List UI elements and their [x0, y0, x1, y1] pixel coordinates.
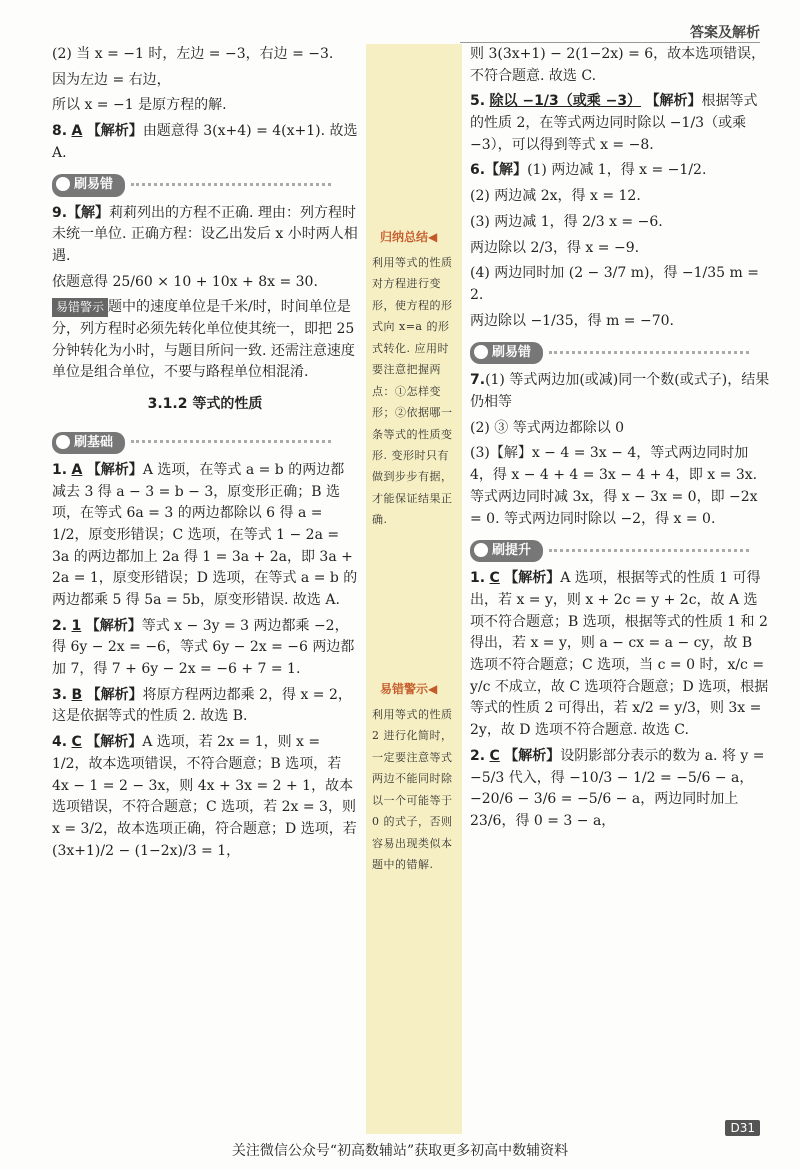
- page-number: D31: [725, 1120, 760, 1136]
- sidebar-heading-summary: 归纳总结◀: [380, 230, 438, 244]
- text-line: 则 3(3x+1) − 2(1−2x) = 6，故本选项错误，不符合题意. 故选 C.: [470, 46, 766, 84]
- question-7-part-3: (3)【解】x − 4 = 3x − 4，等式两边同时加 4，得 x − 4 + 4 = 3x − 4 + 4，即 x = 3x. 等式两边同时减 3x，得 x − 3x = 0，即 −2x = 0. 等式两边同时除以 −2，得 x = 0.: [470, 445, 758, 527]
- question-6-part-1: 6.【解】(1) 两边减 1，得 x = −1/2.: [470, 162, 707, 179]
- question-5: 5. 除以 −1/3（或乘 −3） 【解析】根据等式的性质 2，在等式两边同时除以 −1/3（或乘 −3），可以得到等式 x = −8.: [470, 93, 758, 153]
- text-line: 因为左边 = 右边，: [52, 71, 171, 88]
- right-column: [470, 44, 770, 837]
- advanced-question-2: 2. C 【解析】设阴影部分表示的数为 a. 将 y = −5/3 代入，得 −10/3 − 1/2 = −5/6 − a，−20/6 − 3/6 = −5/6 − a，两边同时加上 23/6，得 0 = 3 − a，: [470, 747, 765, 829]
- section-label-shuatisheng: 刷提升: [470, 534, 770, 568]
- section-label-shuayicuo-2: 刷易错: [470, 336, 770, 370]
- basic-question-2: 2. 1 【解析】等式 x − 3y = 3 两边都乘 −2，得 6y − 2x = −6，等式 6y − 2x = −6 两边都加 7，得 7 + 6y − 2x = −6 + 7 = 1.: [52, 617, 355, 678]
- question-9-equation: 依题意得 25/60 × 10 + 10x + 8x = 30.: [52, 273, 318, 290]
- sidebar-heading-warning: 易错警示◀: [380, 682, 438, 696]
- text-line: (2) 当 x = −1 时，左边 = −3，右边 = −3.: [52, 46, 334, 62]
- text-line: 所以 x = −1 是原方程的解.: [52, 97, 227, 114]
- sidebar-notes: [366, 44, 462, 1134]
- question-6-part-3: (3) 两边减 1，得 2/3 x = −6.: [470, 213, 663, 230]
- basic-question-3: 3. B 【解析】将原方程两边都乘 2，得 x = 2，这是依据等式的性质 2. 故选 B.: [52, 686, 352, 725]
- question-6-part-2: (2) 两边减 2x，得 x = 12.: [470, 188, 641, 205]
- section-label-shuayicuo: 刷易错: [52, 168, 358, 202]
- section-label-shuajichu: 刷基础: [52, 426, 358, 460]
- question-6-part-4: (4) 两边同时加 (2 − 3/7 m)，得 −1/35 m = 2.: [470, 265, 759, 303]
- warning-note: 易错警示 题中的速度单位是千米/时，时间单位是分，列方程时必须先转化单位使其统一，即把 25 分钟转化为小时，与题目所问一致. 还需注意速度单位是组合单位，不要与路程单位相混淆.: [52, 299, 355, 381]
- header-divider: [460, 42, 760, 43]
- question-6-part-3b: 两边除以 2/3，得 x = −9.: [470, 239, 640, 256]
- basic-question-4: 4. C 【解析】A 选项，若 2x = 1，则 x = 1/2，故本选项错误，不符合题意；B 选项，若 4x − 1 = 2 − 3x，则 4x + 3x = 2 + 1，故本选项错误，不符合题意；C 选项，若 2x = 3，则 x = 3/2，故本选项正确，符合题意；D 选项，若 (3x+1)/2 − (1−2x)/3 = 1，: [52, 734, 357, 859]
- footer-note: 关注微信公众号“初高数辅站”获取更多初高中数辅资料: [231, 1143, 569, 1159]
- question-6-part-4b: 两边除以 −1/35，得 m = −70.: [470, 312, 674, 329]
- advanced-question-1: 1. C 【解析】A 选项，根据等式的性质 1 可得出，若 x = y，则 x + 2c = y + 2c，故 A 选项不符合题意；B 选项，根据等式的性质 1 和 2 得出，若 x = y，则 a − cx = a − cy，故 B 选项不符合题意；C 选项，当 c = 0 时，x/c = y/c 不成立，故 C 选项符合题意；D 选项，根据等式的性质 2 可得出，若 x/2 = y/3，则 3x = 2y，故 D 选项不符合题意. 故选 C.: [470, 570, 769, 739]
- question-7-part-2: (2) ③ 等式两边都除以 0: [470, 419, 625, 436]
- sidebar-text-summary: 利用等式的性质对方程进行变形，使方程的形式向 x=a 的形式转化. 应用时要注意把握两点：①怎样变形；②依据哪一条等式的性质变形. 变形时只有做到步步有据，才能保证结果正确.: [372, 256, 453, 527]
- question-7-part-1: 7.(1) 等式两边加(或减)同一个数(或式子)，结果仍相等: [470, 372, 770, 411]
- page-header-title: 答案及解析: [690, 25, 760, 41]
- left-column: [52, 44, 358, 866]
- question-9: 9.【解】莉莉列出的方程不正确. 理由：列方程时未统一单位. 正确方程：设乙出发后 x 小时两人相遇.: [52, 204, 358, 264]
- sidebar-text-warning: 利用等式的性质 2 进行化简时，一定要注意等式两边不能同时除以一个可能等于 0 的式子，否则容易出现类似本题中的错解.: [372, 708, 453, 872]
- question-8: 8. A 【解析】由题意得 3(x+4) = 4(x+1). 故选 A.: [52, 123, 358, 161]
- basic-question-1: 1. A 【解析】A 选项，在等式 a = b 的两边都减去 3 得 a − 3 = b − 3，原变形正确；B 选项，在等式 6a = 3 的两边都除以 6 得 a = 1/2，原变形错误；C 选项，在等式 1 − 2a = 3a 的两边都加上 2a 得 1 = 3a + 2a，即 3a + 2a = 1，原变形错误；D 选项，在等式 a = b 的两边都乘 5 得 5a = 5b，原变形错误. 故选 A.: [52, 461, 358, 609]
- section-title: 3.1.2 等式的性质: [147, 396, 263, 413]
